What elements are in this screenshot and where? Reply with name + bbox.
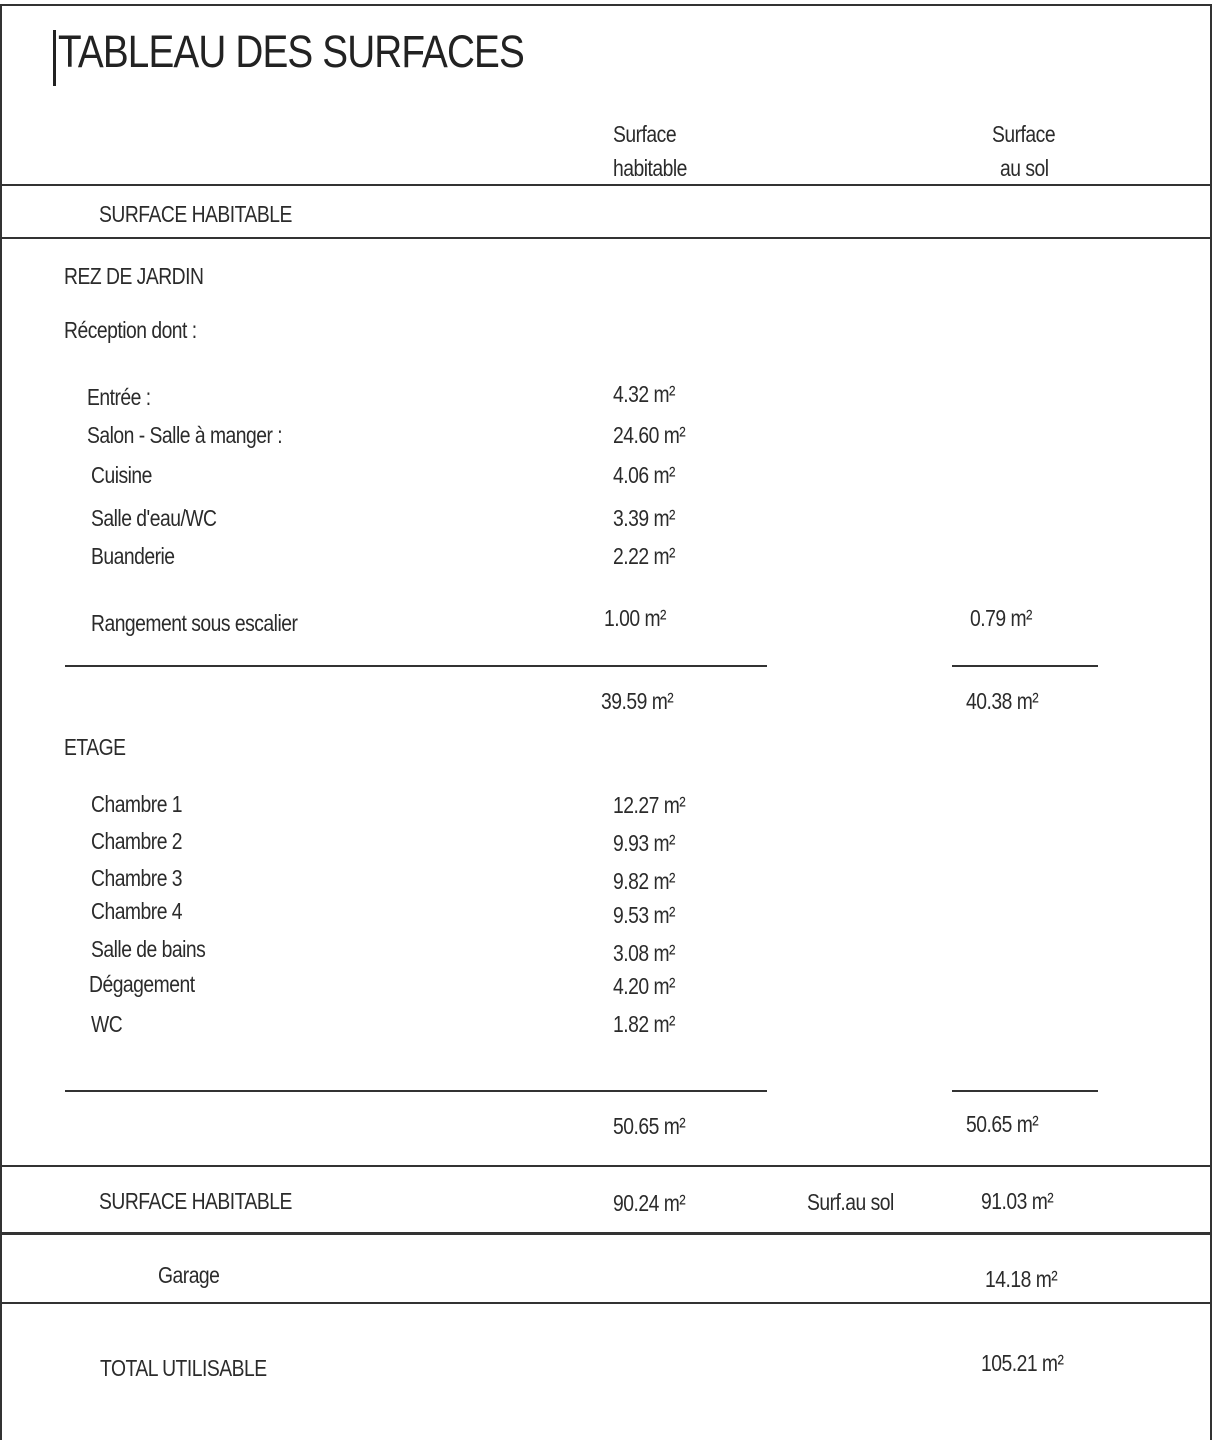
- rez-row-label: Buanderie: [91, 543, 175, 569]
- summary-sol: 91.03 m²: [981, 1188, 1054, 1214]
- header-divider: [0, 184, 1212, 186]
- etage-row-habitable: 1.82 m²: [613, 1011, 675, 1037]
- rez-subtotal-line-sol: [952, 665, 1098, 667]
- garage-sol: 14.18 m²: [985, 1266, 1058, 1292]
- garage-label: Garage: [158, 1262, 220, 1288]
- total-label: TOTAL UTILISABLE: [100, 1355, 267, 1381]
- frame-right-line: [1210, 4, 1212, 1440]
- etage-row-label: Chambre 1: [91, 791, 183, 817]
- rez-row-label: Salon - Salle à manger :: [87, 422, 283, 448]
- rez-row-label: Salle d'eau/WC: [91, 505, 217, 531]
- rez-row-label: Entrée :: [87, 384, 151, 410]
- etage-total-habitable: 50.65 m²: [613, 1113, 686, 1139]
- page-title: TABLEAU DES SURFACES: [58, 26, 524, 77]
- frame-left-line: [0, 4, 2, 1440]
- etage-subtotal-line-sol: [952, 1090, 1098, 1092]
- etage-row-habitable: 9.82 m²: [613, 868, 675, 894]
- rez-total-habitable: 39.59 m²: [601, 688, 674, 714]
- total-value: 105.21 m²: [981, 1350, 1064, 1376]
- text-cursor: [53, 30, 56, 86]
- frame-top-line: [0, 4, 1212, 6]
- rez-row-habitable: 4.32 m²: [613, 381, 675, 407]
- section-header-divider: [0, 237, 1212, 239]
- rez-row-habitable: 2.22 m²: [613, 543, 675, 569]
- etage-row-habitable: 12.27 m²: [613, 792, 686, 818]
- header-sol-line2: au sol: [1000, 155, 1049, 181]
- etage-row-label: Chambre 3: [91, 865, 183, 891]
- rez-row-label: Cuisine: [91, 462, 152, 488]
- header-habitable-line1: Surface: [613, 121, 677, 147]
- rez-row-label: Rangement sous escalier: [91, 610, 298, 636]
- etage-row-habitable: 9.53 m²: [613, 902, 675, 928]
- etage-row-label: Dégagement: [89, 971, 195, 997]
- etage-row-habitable: 3.08 m²: [613, 940, 675, 966]
- rez-title: REZ DE JARDIN: [64, 263, 204, 289]
- etage-subtotal-line-habitable: [65, 1090, 767, 1092]
- etage-total-sol: 50.65 m²: [966, 1111, 1039, 1137]
- rez-row-habitable: 3.39 m²: [613, 505, 675, 531]
- garage-bottom-line: [0, 1302, 1212, 1304]
- header-habitable-line2: habitable: [613, 155, 687, 181]
- etage-row-label: WC: [91, 1011, 123, 1037]
- rez-row-habitable: 1.00 m²: [604, 605, 666, 631]
- etage-row-label: Chambre 2: [91, 828, 183, 854]
- rez-row-sol: 0.79 m²: [970, 605, 1032, 631]
- etage-row-label: Chambre 4: [91, 898, 183, 924]
- etage-row-habitable: 4.20 m²: [613, 973, 675, 999]
- etage-row-label: Salle de bains: [91, 936, 206, 962]
- summary-sol-label: Surf.au sol: [807, 1189, 894, 1215]
- summary-label: SURFACE HABITABLE: [99, 1188, 292, 1214]
- summary-bottom-line: [0, 1232, 1212, 1235]
- summary-habitable: 90.24 m²: [613, 1190, 686, 1216]
- header-sol-line1: Surface: [992, 121, 1056, 147]
- etage-row-habitable: 9.93 m²: [613, 830, 675, 856]
- rez-row-habitable: 24.60 m²: [613, 422, 686, 448]
- section-header: SURFACE HABITABLE: [99, 201, 292, 227]
- etage-title: ETAGE: [64, 734, 126, 760]
- rez-subtitle: Réception dont :: [64, 317, 197, 343]
- rez-subtotal-line-habitable: [65, 665, 767, 667]
- summary-top-line: [0, 1165, 1212, 1167]
- rez-row-habitable: 4.06 m²: [613, 462, 675, 488]
- rez-total-sol: 40.38 m²: [966, 688, 1039, 714]
